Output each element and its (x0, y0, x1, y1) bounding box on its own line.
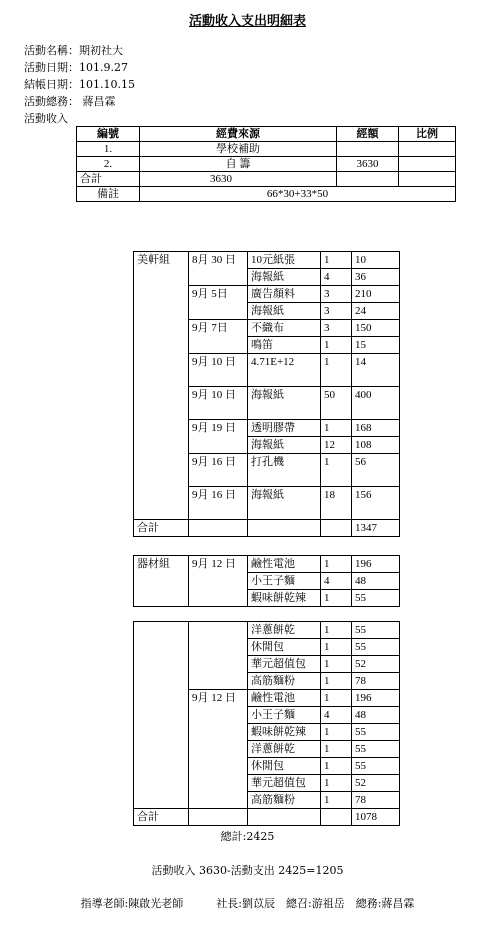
summary-line: 活動收入 3630-活動支出 2425=1205 (151, 864, 344, 877)
amount-cell: 210 (352, 286, 400, 303)
date-cell: 9月 5日 (189, 286, 248, 320)
page-title: 活動收入支出明細表 (188, 14, 306, 29)
item-cell: 透明膠帶 (248, 420, 321, 437)
qty-cell: 4 (321, 269, 352, 286)
date-cell: 8月 30 日 (189, 252, 248, 286)
income-label: 活動收入 (24, 112, 68, 125)
amount-cell: 15 (352, 337, 400, 354)
qty-cell: 1 (321, 758, 352, 775)
empty-cell (248, 520, 321, 537)
table-row (134, 556, 400, 573)
amount-cell: 196 (352, 556, 400, 573)
amount-cell: 48 (352, 573, 400, 590)
qty-cell: 1 (321, 741, 352, 758)
item-cell: 海報紙 (248, 487, 321, 520)
item-cell: 小王子麵 (248, 707, 321, 724)
item-cell: 海報紙 (248, 387, 321, 420)
cell (399, 142, 456, 157)
item-cell: 鹼性電池 (248, 556, 321, 573)
cell (337, 172, 399, 187)
amount-cell: 55 (352, 590, 400, 607)
amount-cell: 55 (352, 758, 400, 775)
date-cell: 9月 12 日 (189, 556, 248, 607)
item-cell: 不織布 (248, 320, 321, 337)
item-cell: 高筋麵粉 (248, 792, 321, 809)
amount-cell: 48 (352, 707, 400, 724)
item-cell: 10元紙張 (248, 252, 321, 269)
header-source: 經費來源 (140, 127, 337, 142)
amount-cell: 108 (352, 437, 400, 454)
cell: 2. (77, 157, 140, 172)
item-cell: 蝦味餅乾辣 (248, 724, 321, 741)
qty-cell: 1 (321, 639, 352, 656)
income-row (77, 142, 456, 157)
signatures: 指導老師:陳啟光老師 社長:劉苡辰 總召:游祖岳 總務:蔣昌霖 (80, 897, 415, 910)
amount-cell: 14 (352, 354, 400, 387)
date-cell: 9月 7日 (189, 320, 248, 354)
qty-cell: 1 (321, 420, 352, 437)
empty-cell (189, 809, 248, 826)
cell: 3630 (140, 172, 337, 187)
header-ratio: 比例 (399, 127, 456, 142)
amount-cell: 55 (352, 639, 400, 656)
amount-cell: 78 (352, 792, 400, 809)
amount-cell: 78 (352, 673, 400, 690)
amount-cell: 52 (352, 656, 400, 673)
empty-cell (189, 520, 248, 537)
date-cell: 9月 12 日 (189, 690, 248, 809)
income-note-row (77, 187, 456, 202)
amount-cell: 55 (352, 741, 400, 758)
item-cell: 鹼性電池 (248, 690, 321, 707)
date-cell: 9月 19 日 (189, 420, 248, 454)
total-value: 1078 (352, 809, 400, 826)
qty-cell: 1 (321, 590, 352, 607)
expense-table-art (133, 251, 400, 537)
item-cell: 洋蔥餅乾 (248, 622, 321, 639)
item-cell: 小王子麵 (248, 573, 321, 590)
item-cell: 洋蔥餅乾 (248, 741, 321, 758)
qty-cell: 3 (321, 303, 352, 320)
qty-cell: 3 (321, 286, 352, 303)
amount-cell: 24 (352, 303, 400, 320)
income-total-row (77, 172, 456, 187)
group-name: 美軒組 (134, 252, 189, 520)
qty-cell: 3 (321, 320, 352, 337)
total-value: 1347 (352, 520, 400, 537)
total-label: 合計 (134, 809, 189, 826)
empty-cell (248, 809, 321, 826)
amount-cell: 36 (352, 269, 400, 286)
item-cell: 海報紙 (248, 269, 321, 286)
cell (399, 157, 456, 172)
amount-cell: 55 (352, 724, 400, 741)
amount-cell: 150 (352, 320, 400, 337)
item-cell: 休閒包 (248, 639, 321, 656)
amount-cell: 55 (352, 622, 400, 639)
item-cell: 蝦味餅乾辣 (248, 590, 321, 607)
amount-cell: 156 (352, 487, 400, 520)
total-label: 合計 (134, 520, 189, 537)
qty-cell: 1 (321, 454, 352, 487)
date-cell (189, 622, 248, 690)
cell: 備註 (77, 187, 140, 202)
info-activity-date: 活動日期：101.9.27 (24, 61, 128, 74)
table-row (134, 252, 400, 269)
amount-cell: 10 (352, 252, 400, 269)
item-cell: 打孔機 (248, 454, 321, 487)
item-cell: 海報紙 (248, 303, 321, 320)
date-cell: 9月 16 日 (189, 454, 248, 487)
amount-cell: 196 (352, 690, 400, 707)
qty-cell: 18 (321, 487, 352, 520)
cell (337, 142, 399, 157)
income-header-row (77, 127, 456, 142)
total-row (134, 520, 400, 537)
grand-total: 總計:2425 (220, 830, 275, 843)
cell (399, 172, 456, 187)
cell: 3630 (337, 157, 399, 172)
qty-cell: 1 (321, 337, 352, 354)
item-cell: 華元超值包 (248, 656, 321, 673)
item-cell: 鳴笛 (248, 337, 321, 354)
amount-cell: 168 (352, 420, 400, 437)
empty-cell (321, 809, 352, 826)
item-cell: 海報紙 (248, 437, 321, 454)
item-cell: 廣告顏料 (248, 286, 321, 303)
qty-cell: 1 (321, 690, 352, 707)
amount-cell: 56 (352, 454, 400, 487)
date-cell: 9月 10 日 (189, 387, 248, 420)
qty-cell: 4 (321, 707, 352, 724)
qty-cell: 1 (321, 656, 352, 673)
qty-cell: 4 (321, 573, 352, 590)
item-cell: 休閒包 (248, 758, 321, 775)
group-name (134, 622, 189, 809)
qty-cell: 1 (321, 556, 352, 573)
cell: 學校補助 (140, 142, 337, 157)
qty-cell: 50 (321, 387, 352, 420)
qty-cell: 12 (321, 437, 352, 454)
amount-cell: 52 (352, 775, 400, 792)
amount-cell: 400 (352, 387, 400, 420)
cell: 66*30+33*50 (140, 187, 456, 202)
table-row (134, 622, 400, 639)
total-row (134, 809, 400, 826)
expense-table-food (133, 621, 400, 826)
item-cell: 華元超值包 (248, 775, 321, 792)
qty-cell: 1 (321, 354, 352, 387)
expense-table-equipment (133, 555, 400, 607)
date-cell: 9月 16 日 (189, 487, 248, 520)
empty-cell (321, 520, 352, 537)
cell: 合計 (77, 172, 140, 187)
qty-cell: 1 (321, 792, 352, 809)
info-activity-name: 活動名稱：期初社大 (24, 44, 123, 57)
header-amount: 經額 (337, 127, 399, 142)
cell: 自 籌 (140, 157, 337, 172)
info-treasurer: 活動總務： 蔣昌霖 (24, 95, 116, 108)
income-row (77, 157, 456, 172)
qty-cell: 1 (321, 622, 352, 639)
item-cell: 高筋麵粉 (248, 673, 321, 690)
date-cell: 9月 10 日 (189, 354, 248, 387)
group-name: 器材組 (134, 556, 189, 607)
income-table (76, 126, 456, 202)
qty-cell: 1 (321, 775, 352, 792)
item-cell: 4.71E+12 (248, 354, 321, 387)
info-settlement-date: 結帳日期：101.10.15 (24, 78, 135, 91)
cell: 1. (77, 142, 140, 157)
header-number: 編號 (77, 127, 140, 142)
qty-cell: 1 (321, 724, 352, 741)
qty-cell: 1 (321, 252, 352, 269)
qty-cell: 1 (321, 673, 352, 690)
